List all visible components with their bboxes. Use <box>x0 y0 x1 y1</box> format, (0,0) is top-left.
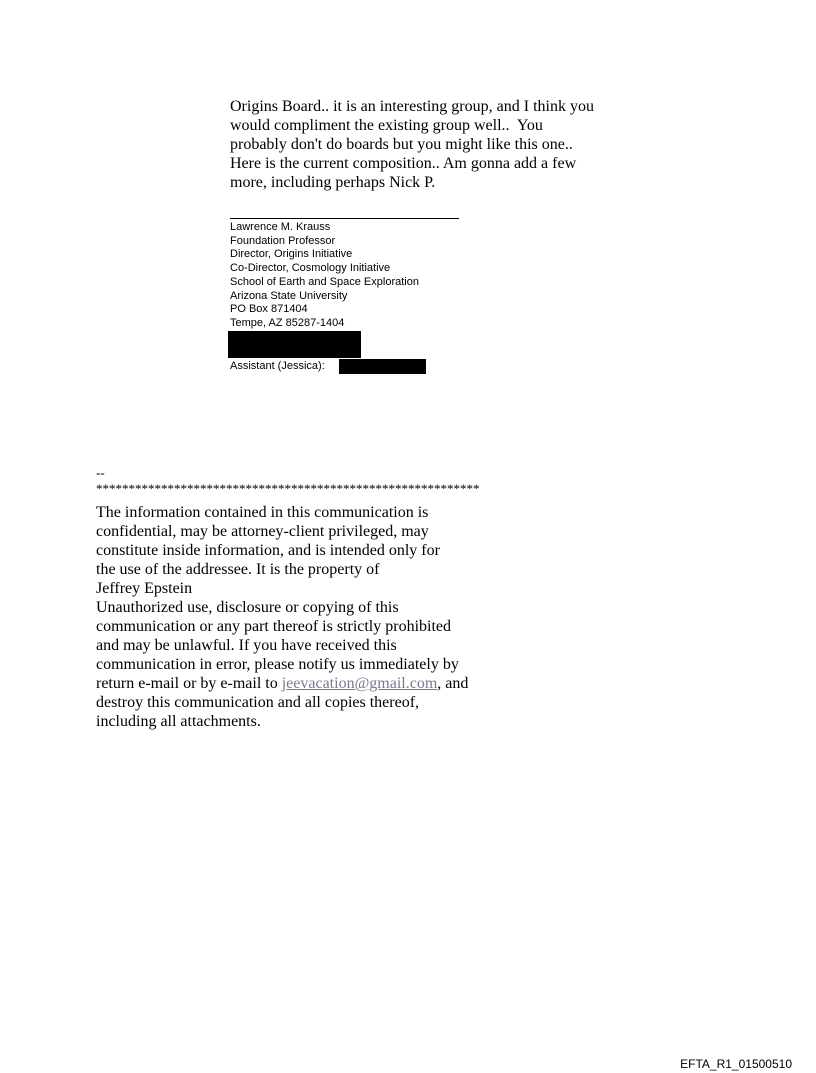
disclaimer-line: constitute inside information, and is intended only for <box>96 542 440 559</box>
redaction-box <box>228 331 361 358</box>
disclaimer-line: and may be unlawful. If you have received this <box>96 637 397 654</box>
disclaimer-line: communication in error, please notify us immediately by <box>96 656 459 673</box>
disclaimer-line: Unauthorized use, disclosure or copying of this <box>96 599 399 616</box>
document-id: EFTA_R1_01500510 <box>680 1057 792 1071</box>
message-line: more, including perhaps Nick P. <box>230 174 436 191</box>
signature-line: PO Box 871404 <box>230 303 308 316</box>
confidentiality-disclaimer <box>96 503 496 731</box>
disclaimer-line: confidential, may be attorney-client privileged, may <box>96 523 429 540</box>
signature-line: Arizona State University <box>230 289 348 302</box>
signature-line: School of Earth and Space Exploration <box>230 275 419 288</box>
signature-line: Tempe, AZ 85287-1404 <box>230 316 345 329</box>
message-line: Origins Board.. it is an interesting group, and I think you <box>230 98 594 115</box>
disclaimer-line: The information contained in this communication is <box>96 504 429 521</box>
disclaimer-return-line <box>96 674 496 693</box>
message-line: would compliment the existing group well.. You <box>230 117 543 134</box>
separator-dashes: -- <box>96 465 105 480</box>
signature-name: Lawrence M. Krauss <box>230 221 331 233</box>
separator <box>96 465 480 497</box>
signature-line: Co-Director, Cosmology Initiative <box>230 262 391 275</box>
message-body <box>230 97 630 192</box>
signature-block <box>230 221 530 331</box>
disclaimer-line: the use of the addressee. It is the property of <box>96 561 380 578</box>
message-line: probably don't do boards but you might like this one.. <box>230 136 573 153</box>
redaction-box <box>339 359 426 374</box>
email-link[interactable]: jeevacation@gmail.com <box>281 675 438 692</box>
disclaimer-line: Jeffrey Epstein <box>96 580 193 597</box>
return-prefix-text: return e-mail or by e-mail to <box>96 675 282 692</box>
signature-divider <box>230 218 459 219</box>
assistant-label: Assistant (Jessica): <box>230 360 325 372</box>
disclaimer-line: including all attachments. <box>96 713 261 730</box>
message-line: Here is the current composition.. Am gonna add a few <box>230 155 577 172</box>
separator-stars: *********************************************************** <box>96 481 480 496</box>
signature-line: Foundation Professor <box>230 234 336 247</box>
disclaimer-line: communication or any part thereof is strictly prohibited <box>96 618 452 635</box>
disclaimer-line: destroy this communication and all copies thereof, <box>96 694 420 711</box>
return-suffix-text: , and <box>437 675 469 692</box>
signature-line: Director, Origins Initiative <box>230 248 353 261</box>
